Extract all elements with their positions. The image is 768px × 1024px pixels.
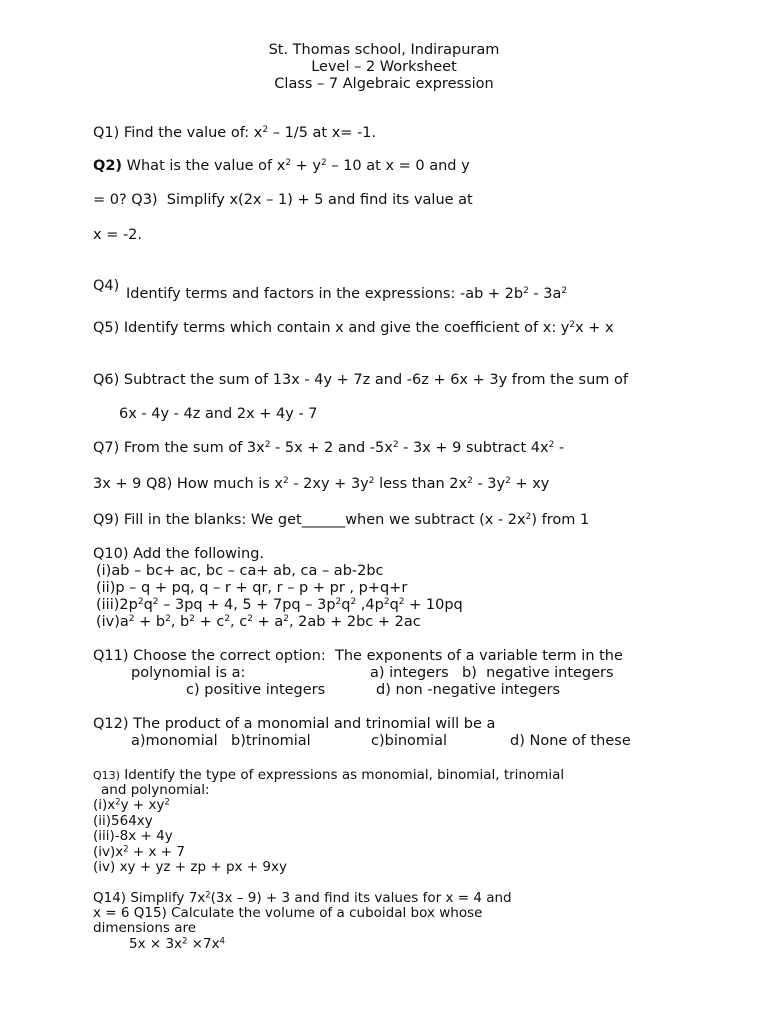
question-2-line-2: = 0? Q3) Simplify x(2x – 1) + 5 and find its value at (93, 192, 473, 208)
question-6-line-2: 6x - 4y - 4z and 2x + 4y - 7 (119, 406, 318, 422)
question-13-item-iv: $(iv)x^2 + x + 7$ (93, 843, 185, 860)
class-topic: Class – 7 Algebraic expression (274, 76, 494, 92)
question-13-line-1: Q13) Identify the type of expressions as monomial, binomial, trinomial (93, 767, 565, 783)
question-4: Identify terms and factors in the expressions: $-ab + 2b^2 - 3a^2$ (126, 286, 568, 302)
question-11-line-1: Q11) Choose the correct option: The exponents of a variable term in the (93, 648, 623, 664)
question-4-label: Q4) (93, 278, 120, 294)
question-10-item-iv: $(iv)a^2 + b^2$, $b^2 + c^2$, $c^2 + a^2$, 2ab + 2bc + 2ac (96, 614, 421, 630)
question-9: Q9) Fill in the blanks: We get______when we subtract $(x - 2x^2)$ from 1 (93, 512, 590, 528)
question-13-item-ii: (ii)564xy (93, 813, 153, 829)
question-13-item-iii: (iii)-8x + 4y (93, 828, 173, 844)
question-11-option-d: d) non -negative integers (376, 682, 561, 698)
question-12-line-1: Q12) The product of a monomial and trinomial will be a (93, 716, 496, 732)
question-12-option-b: b)trinomial (231, 733, 311, 749)
question-13-item-i: $(i)x^2y + xy^2$ (93, 796, 170, 813)
question-7-line-1: Q7) From the sum of $3x^2 - 5x + 2$ and $-5x^2 - 3x + 9$ subtract $4x^2$ - (93, 440, 565, 456)
worksheet-level: Level – 2 Worksheet (311, 59, 457, 75)
question-11-option-a: a) integers (370, 665, 449, 681)
question-13-label: Q13) (93, 769, 120, 782)
question-13-item-v: (iv) xy + yz + zp + px + 9xy (93, 859, 287, 875)
question-10-item-iii: $(iii)2p^2q^2 - 3pq + 4$, $5 + 7pq - 3p^2q^2$ $,4p^2q^2 + 10pq$ (96, 597, 463, 613)
question-12-option-d: d) None of these (510, 733, 631, 749)
question-11-option-b: b) negative integers (462, 665, 614, 681)
question-12-option-c: c)binomial (371, 733, 447, 749)
question-15-dimensions: $5x \times 3x^2 \times 7x^4$ (129, 935, 225, 952)
question-11-line-2: polynomial is a: (131, 665, 246, 681)
question-5: Q5) Identify terms which contain x and give the coefficient of x: $y^2x + x$ (93, 320, 614, 336)
question-2-label: Q2) (93, 158, 123, 174)
question-10-item-ii: (ii)p – q + pq, q – r + qr, r – p + pr , p+q+r (96, 580, 408, 596)
question-6-line-1: Q6) Subtract the sum of 13x - 4y + 7z and -6z + 6x + 3y from the sum of (93, 372, 628, 388)
question-2-line-1: Q2) What is the value of $x^2 + y^2 - 10$ at x = 0 and y (93, 158, 470, 174)
question-15-line-2: dimensions are (93, 920, 197, 936)
question-13-line-2: and polynomial: (101, 782, 210, 798)
school-name: St. Thomas school, Indirapuram (268, 42, 500, 58)
question-2-line-3: x = -2. (93, 227, 143, 243)
question-14-line-1: Q14) Simplify $7x^2(3x - 9) + 3$ and find its values for x = 4 and (93, 889, 512, 906)
question-11-option-c: c) positive integers (186, 682, 326, 698)
question-7-line-2: 3x + 9 Q8) How much is $x^2 - 2xy + 3y^2$ less than $2x^2 - 3y^2$ + xy (93, 476, 550, 492)
question-1: Q1) Find the value of: $x^2 - 1/5$ at x= -1. (93, 125, 377, 141)
question-10-item-i: (i)ab – bc+ ac, bc – ca+ ab, ca – ab-2bc (96, 563, 384, 579)
question-10-title: Q10) Add the following. (93, 546, 265, 562)
question-12-option-a: a)monomial (131, 733, 218, 749)
question-14-line-2: x = 6 Q15) Calculate the volume of a cuboidal box whose (93, 905, 483, 921)
